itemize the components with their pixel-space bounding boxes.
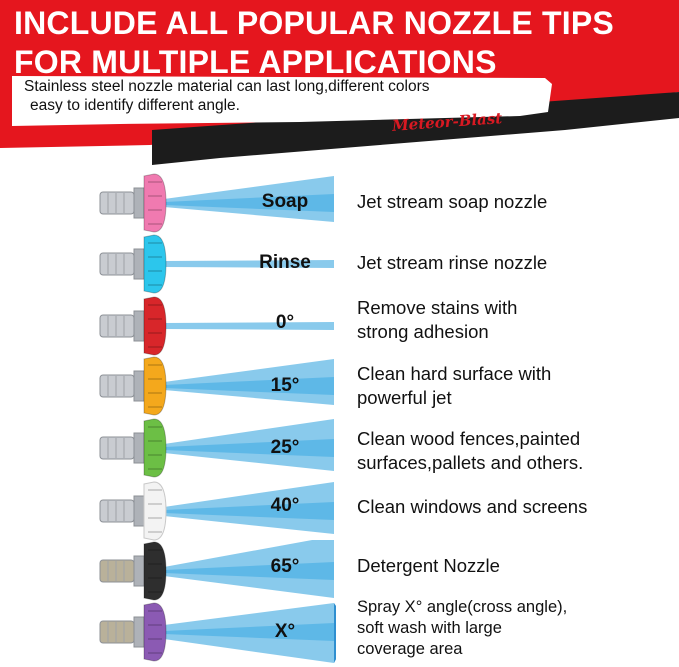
subtext-line-2: easy to identify different angle. bbox=[30, 97, 240, 114]
nozzle-row bbox=[0, 540, 679, 602]
nozzle-body bbox=[100, 315, 134, 337]
nozzle-description bbox=[357, 296, 517, 344]
nozzle-description bbox=[357, 597, 567, 660]
description-line: soft wash with large bbox=[357, 619, 502, 637]
nozzle-tip-label: Rinse bbox=[259, 252, 311, 273]
description-line: Clean windows and screens bbox=[357, 496, 588, 517]
nozzle-description bbox=[357, 495, 587, 519]
brand-logo: Meteor-Blast bbox=[391, 109, 503, 135]
nozzle-tip-label: X° bbox=[274, 621, 296, 642]
nozzle-body bbox=[100, 621, 134, 643]
nozzle-description bbox=[357, 427, 583, 475]
description-line: Jet stream rinse nozzle bbox=[357, 252, 548, 273]
description-line: Clean hard surface with bbox=[357, 363, 552, 384]
headline-line-2: FOR MULTIPLE APPLICATIONS bbox=[14, 44, 497, 80]
nozzle-row bbox=[0, 172, 679, 234]
nozzle-row bbox=[0, 295, 679, 357]
nozzle-tip-label: 65° bbox=[270, 556, 300, 577]
nozzle-description bbox=[357, 251, 547, 275]
description-line: Remove stains with bbox=[357, 297, 518, 318]
nozzle-tip-label: 25° bbox=[270, 437, 300, 458]
nozzle-row bbox=[0, 355, 679, 417]
description-line: powerful jet bbox=[357, 387, 452, 408]
nozzle-row bbox=[0, 417, 679, 479]
description-line: Jet stream soap nozzle bbox=[357, 191, 548, 212]
nozzle-body bbox=[100, 437, 134, 459]
headline-line-1: INCLUDE ALL POPULAR NOZZLE TIPS bbox=[14, 5, 614, 41]
nozzle-tip-label: 15° bbox=[270, 375, 300, 396]
page-headline bbox=[14, 4, 614, 82]
nozzle-body bbox=[100, 192, 134, 214]
description-line: coverage area bbox=[357, 640, 463, 658]
nozzle-list bbox=[0, 165, 679, 663]
description-line: Detergent Nozzle bbox=[357, 555, 500, 576]
nozzle-row bbox=[0, 233, 679, 295]
nozzle-tip-label: Soap bbox=[261, 191, 309, 212]
description-line: Spray X° angle(cross angle), bbox=[357, 598, 568, 616]
headline-subtext bbox=[24, 77, 430, 115]
nozzle-description bbox=[357, 362, 551, 410]
nozzle-tip-label: 0° bbox=[275, 312, 295, 333]
subtext-line-1: Stainless steel nozzle material can last long,different colors bbox=[24, 78, 430, 95]
description-line: Clean wood fences,painted bbox=[357, 428, 581, 449]
header-banner bbox=[0, 0, 679, 165]
description-line: strong adhesion bbox=[357, 321, 489, 342]
nozzle-description bbox=[357, 554, 500, 578]
nozzle-row bbox=[0, 598, 679, 663]
nozzle-description bbox=[357, 190, 547, 214]
nozzle-tip-label: 40° bbox=[270, 495, 300, 516]
nozzle-body bbox=[100, 500, 134, 522]
nozzle-row bbox=[0, 480, 679, 542]
nozzle-body bbox=[100, 253, 134, 275]
nozzle-body bbox=[100, 560, 134, 582]
description-line: surfaces,pallets and others. bbox=[357, 452, 584, 473]
nozzle-body bbox=[100, 375, 134, 397]
